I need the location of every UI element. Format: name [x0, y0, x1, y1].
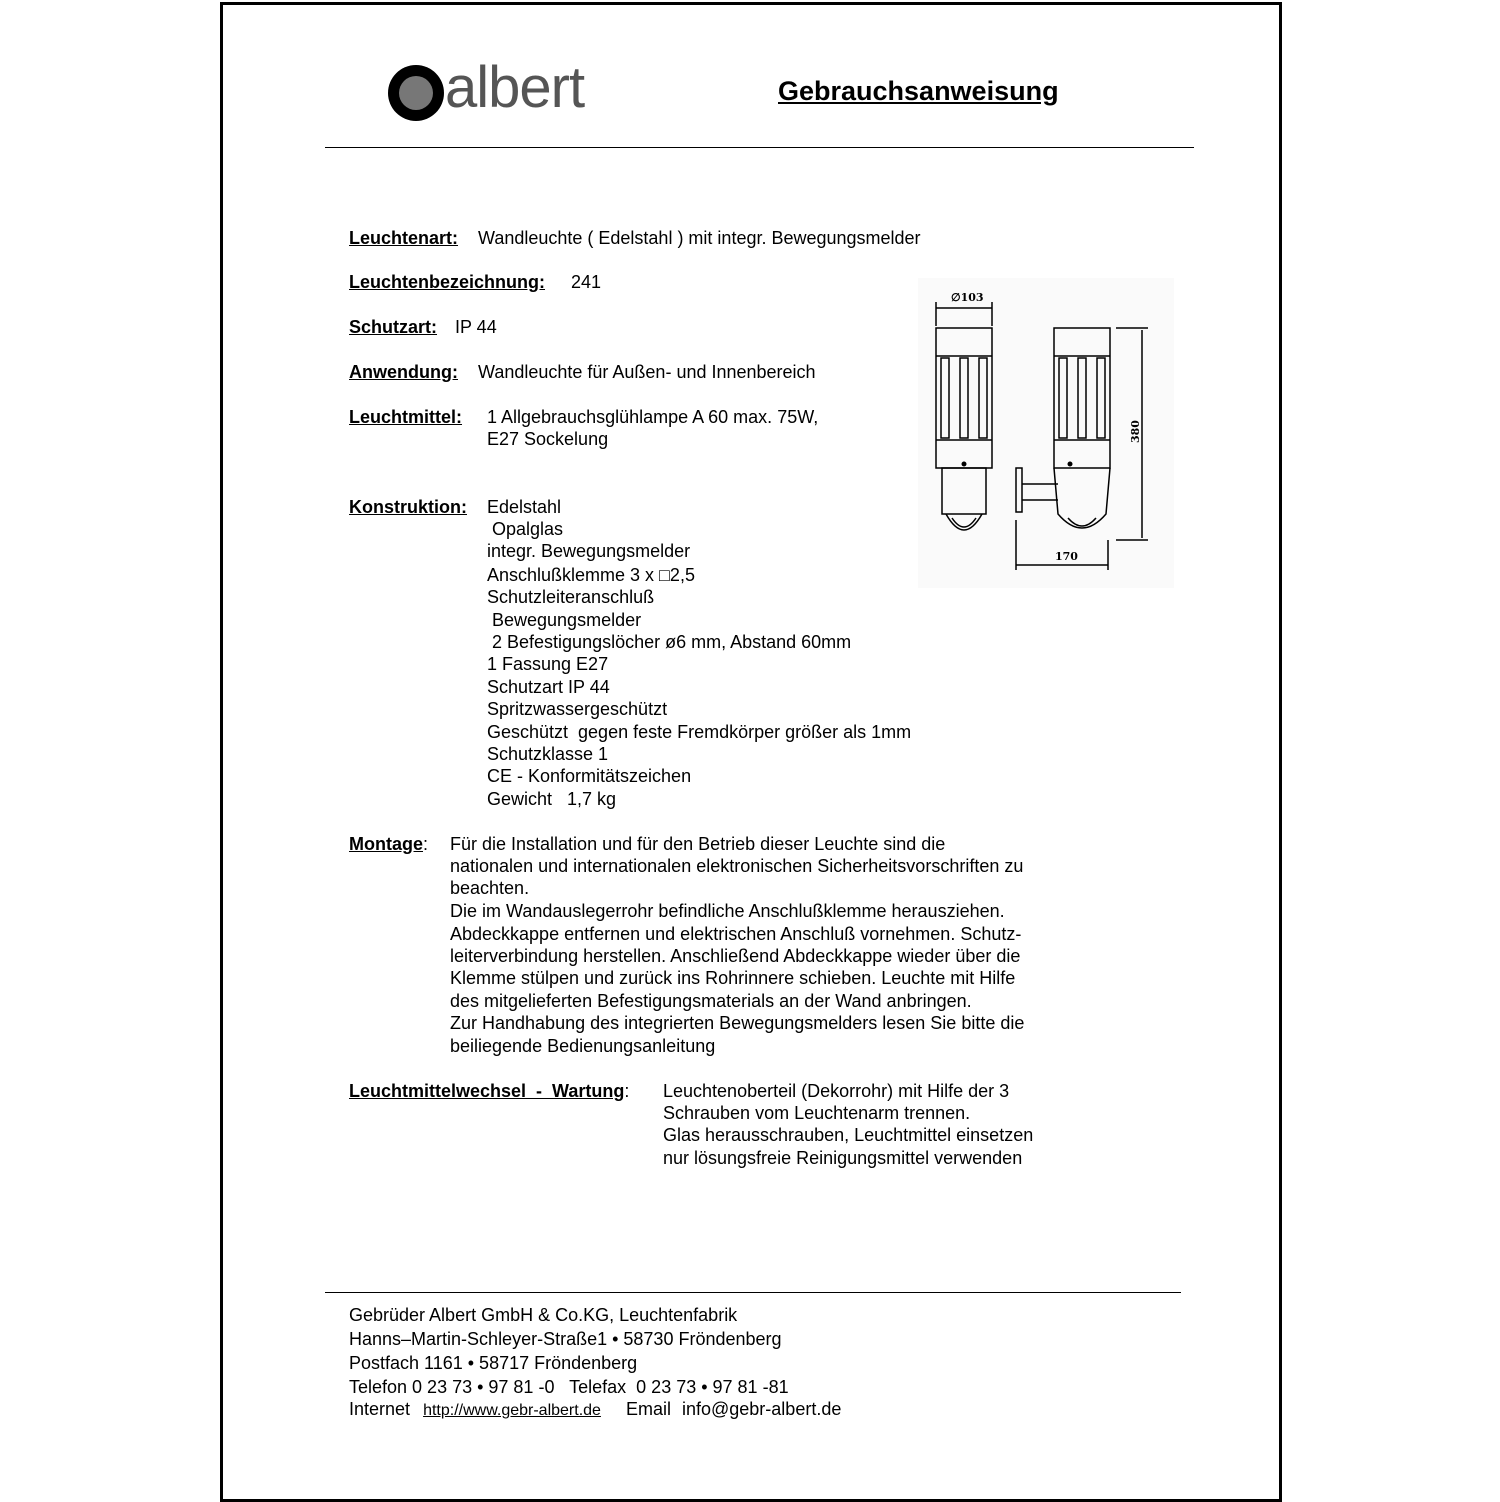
drawing-diameter-label: ∅103 [951, 291, 984, 304]
konstruktion-line: Schutzleiteranschluß [487, 587, 655, 607]
konstruktion-label: Konstruktion: [349, 497, 467, 517]
konstruktion-line: Geschützt gegen feste Fremdkörper größer als 1mm [487, 722, 912, 742]
wartung-colon: : [624, 1081, 630, 1101]
footer-divider [325, 1292, 1181, 1293]
montage-line: beachten. [450, 878, 530, 898]
leuchtenart-value: Wandleuchte ( Edelstahl ) mit integr. Bewegungsmelder [478, 228, 921, 248]
internet-link[interactable]: http://www.gebr-albert.de [423, 1402, 601, 1419]
konstruktion-line: Anschlußklemme 3 x □2,5 [487, 565, 695, 585]
leuchtmittel-line: 1 Allgebrauchsglühlampe A 60 max. 75W, [487, 407, 819, 427]
schutzart-label: Schutzart: [349, 317, 438, 337]
bezeichnung-label: Leuchtenbezeichnung: [349, 272, 546, 292]
footer-company: Gebrüder Albert GmbH & Co.KG, Leuchtenfabrik [349, 1305, 738, 1325]
logo-inner-circle [399, 76, 433, 110]
drawing-height-label: 380 [1129, 420, 1142, 443]
montage-heading [349, 833, 428, 855]
konstruktion-line: 1 Fassung E27 [487, 654, 609, 674]
footer-postfach: Postfach 1161 • 58717 Fröndenberg [349, 1353, 638, 1373]
leuchtenart-label: Leuchtenart: [349, 228, 459, 248]
montage-line: Klemme stülpen und zurück ins Rohrinnere schieben. Leuchte mit Hilfe [450, 968, 1016, 988]
wartung-line: Glas herausschrauben, Leuchtmittel einsetzen [663, 1125, 1034, 1145]
email-address[interactable]: info@gebr-albert.de [681, 1399, 842, 1419]
konstruktion-line: Schutzart IP 44 [487, 677, 610, 697]
konstruktion-line: Schutzklasse 1 [487, 744, 609, 764]
konstruktion-line: Opalglas [487, 519, 564, 539]
wartung-line: nur lösungsfreie Reinigungsmittel verwenden [663, 1148, 1023, 1168]
footer-internet-row [349, 1398, 841, 1422]
schutzart-value: IP 44 [455, 317, 497, 337]
footer-street: Hanns–Martin-Schleyer-Straße1 • 58730 Fröndenberg [349, 1329, 782, 1349]
anwendung-value: Wandleuchte für Außen- und Innenbereich [478, 362, 816, 382]
montage-line: nationalen und internationalen elektronischen Sicherheitsvorschriften zu [450, 856, 1024, 876]
montage-label: Montage [349, 834, 423, 854]
montage-line: leiterverbindung herstellen. Anschließend Abdeckkappe wieder über die [450, 946, 1021, 966]
konstruktion-line: Bewegungsmelder [487, 610, 642, 630]
wartung-line: Leuchtenoberteil (Dekorrohr) mit Hilfe der 3 [663, 1081, 1010, 1101]
montage-line: Für die Installation und für den Betrieb dieser Leuchte sind die [450, 834, 946, 854]
leuchtmittel-label: Leuchtmittel: [349, 407, 463, 427]
konstruktion-line: integr. Bewegungsmelder [487, 541, 691, 561]
montage-line: Abdeckkappe entfernen und elektrischen Anschluß vornehmen. Schutz- [450, 924, 1022, 944]
wartung-label: Leuchtmittelwechsel - Wartung [349, 1081, 625, 1101]
montage-line: des mitgelieferten Befestigungsmaterials an der Wand anbringen. [450, 991, 972, 1011]
montage-colon: : [423, 834, 429, 854]
email-label: Email [625, 1399, 671, 1419]
footer-telefon: Telefon 0 23 73 • 97 81 -0 Telefax 0 23 73 • 97 81 -81 [349, 1377, 789, 1397]
side-screw-icon [1068, 462, 1073, 467]
konstruktion-line: Gewicht 1,7 kg [487, 789, 617, 809]
leuchtmittel-line: E27 Sockelung [487, 429, 609, 449]
wartung-heading [349, 1080, 629, 1102]
internet-label: Internet [349, 1399, 411, 1419]
lamp-technical-drawing [918, 278, 1174, 588]
konstruktion-line: CE - Konformitätszeichen [487, 766, 692, 786]
wartung-line: Schrauben vom Leuchtenarm trennen. [663, 1103, 971, 1123]
konstruktion-line: 2 Befestigungslöcher ø6 mm, Abstand 60mm [487, 632, 852, 652]
konstruktion-line: Edelstahl [487, 497, 562, 517]
konstruktion-line: Spritzwassergeschützt [487, 699, 668, 719]
page-title: Gebrauchsanweisung [778, 76, 1059, 106]
header-divider [325, 147, 1194, 148]
logo-text: albert [445, 55, 585, 120]
montage-line: beiliegende Bedienungsanleitung [450, 1036, 716, 1056]
bezeichnung-value: 241 [571, 272, 602, 292]
front-screw-icon [962, 462, 967, 467]
anwendung-label: Anwendung: [349, 362, 458, 382]
montage-line: Zur Handhabung des integrierten Bewegungsmelders lesen Sie bitte die [450, 1013, 1025, 1033]
drawing-depth-label: 170 [1055, 550, 1078, 563]
montage-line: Die im Wandauslegerrohr befindliche Anschlußklemme herausziehen. [450, 901, 1005, 921]
